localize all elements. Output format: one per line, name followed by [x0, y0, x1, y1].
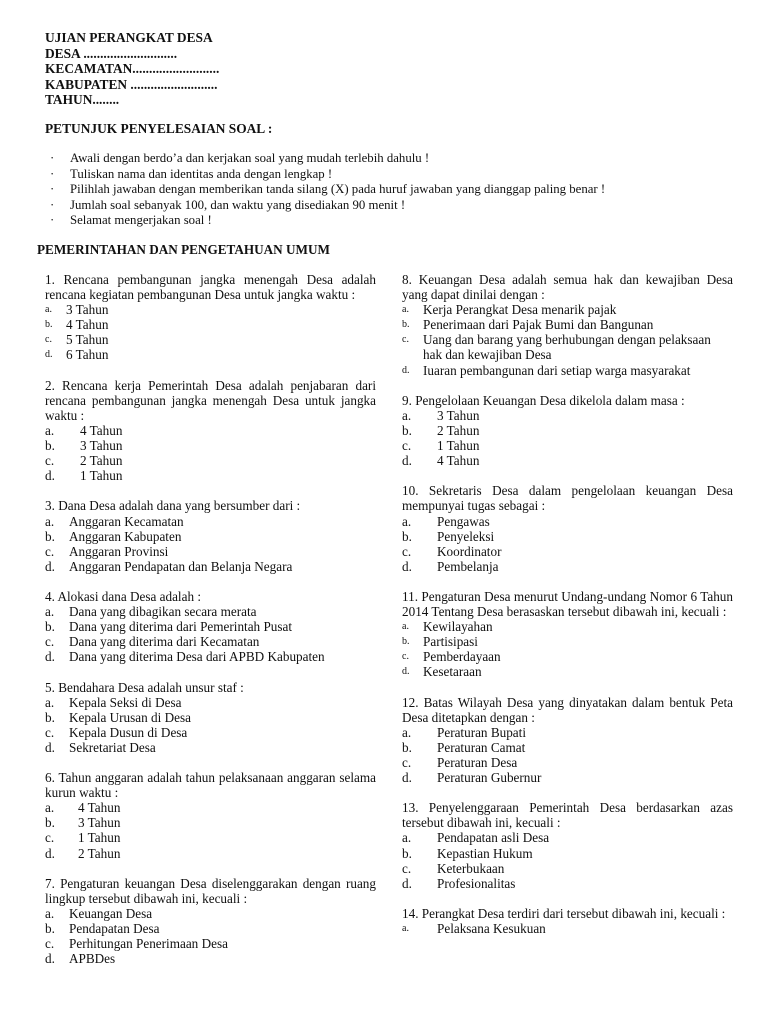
option-letter: a.: [45, 513, 55, 529]
option-letter: d.: [402, 770, 412, 786]
option-text: Kepala Dusun di Desa: [69, 724, 188, 740]
option-text: Dana yang diterima Desa dari APBD Kabupaten: [69, 649, 325, 665]
option-text: Pendapatan Desa: [69, 921, 160, 937]
option-letter: a.: [45, 800, 55, 816]
question: [45, 770, 376, 861]
option-text: 4 Tahun: [437, 453, 480, 469]
option-text: Anggaran Kabupaten: [69, 528, 182, 544]
option-letter: b.: [45, 815, 55, 831]
option-letter: d.: [45, 649, 55, 665]
question: [402, 800, 733, 891]
answer-option[interactable]: [402, 921, 733, 936]
question-text: 5. Bendahara Desa adalah unsur staf :: [45, 679, 244, 695]
answer-option[interactable]: [45, 438, 376, 453]
option-letter: b.: [45, 438, 55, 454]
option-text: 4 Tahun: [66, 317, 109, 333]
option-letter: d.: [402, 558, 412, 574]
option-text: 4 Tahun: [80, 422, 123, 438]
option-letter: b.: [402, 422, 412, 438]
question-text: 6. Tahun anggaran adalah tahun pelaksanaan anggaran selama kurun waktu :: [45, 770, 376, 801]
answer-option[interactable]: [402, 544, 733, 559]
answer-option[interactable]: [45, 936, 376, 951]
instructions-title: PETUNJUK PENYELESAIAN SOAL :: [45, 121, 273, 136]
question-text: 3. Dana Desa adalah dana yang bersumber dari :: [45, 498, 301, 514]
answer-option[interactable]: [45, 453, 376, 468]
option-letter: b.: [402, 319, 410, 331]
option-text: 6 Tahun: [66, 347, 109, 363]
option-letter: b.: [45, 528, 55, 544]
answer-option[interactable]: [402, 363, 733, 378]
option-letter: c.: [45, 830, 55, 846]
option-text: Dana yang diterima dari Kecamatan: [69, 634, 260, 650]
option-text: Anggaran Provinsi: [69, 543, 169, 559]
option-text: 3 Tahun: [78, 815, 121, 831]
option-letter: b.: [402, 636, 410, 648]
option-text: Peraturan Gubernur: [437, 770, 542, 786]
answer-option[interactable]: [45, 604, 376, 619]
question-text: 14. Perangkat Desa terdiri dari tersebut dibawah ini, kecuali :: [402, 905, 726, 921]
option-letter: c.: [45, 724, 55, 740]
answer-option[interactable]: [402, 725, 733, 740]
answer-option[interactable]: [45, 619, 376, 634]
instruction-item: [50, 182, 605, 198]
option-letter: c.: [402, 860, 412, 876]
bullet: ·: [50, 166, 55, 181]
instruction-text: Jumlah soal sebanyak 100, dan waktu yang disediakan 90 menit !: [70, 197, 406, 212]
answer-option[interactable]: [45, 423, 376, 438]
answer-option[interactable]: [45, 800, 376, 815]
answer-option[interactable]: [45, 815, 376, 830]
answer-option[interactable]: [45, 544, 376, 559]
option-text: 4 Tahun: [78, 800, 121, 816]
answer-option[interactable]: [402, 846, 733, 861]
section-title: PEMERINTAHAN DAN PENGETAHUAN UMUM: [37, 242, 330, 257]
question-text: 10. Sekretaris Desa dalam pengelolaan keuangan Desa mempunyai tugas sebagai :: [402, 483, 733, 514]
header-kecamatan: KECAMATAN..........................: [45, 61, 220, 76]
question: [45, 876, 376, 967]
option-text: Pembelanja: [437, 558, 499, 574]
answer-option[interactable]: [402, 876, 733, 891]
option-letter: c.: [45, 543, 55, 559]
answer-option[interactable]: [402, 634, 733, 649]
option-text: 5 Tahun: [66, 332, 109, 348]
option-text: Pelaksana Kesukuan: [437, 921, 546, 937]
option-letter: b.: [45, 319, 53, 331]
option-letter: d.: [402, 875, 412, 891]
answer-option[interactable]: [45, 634, 376, 649]
question-text: 7. Pengaturan keuangan Desa diselenggarakan dengan ruang lingkup tersebut dibawah ini, kecuali :: [45, 875, 376, 906]
option-text: Pemberdayaan: [423, 649, 501, 665]
option-text: Penerimaan dari Pajak Bumi dan Bangunan: [423, 317, 654, 333]
option-letter: d.: [45, 739, 55, 755]
answer-option[interactable]: [402, 332, 733, 362]
option-letter: b.: [45, 619, 55, 635]
question-text: 11. Pengaturan Desa menurut Undang-undang Nomor 6 Tahun 2014 Tentang Desa berasaskan tersebut dibawah ini, kecuali :: [402, 588, 733, 620]
option-text: Kerja Perangkat Desa menarik pajak: [423, 302, 617, 318]
option-letter: c.: [45, 634, 55, 650]
option-text: Dana yang dibagikan secara merata: [69, 604, 257, 620]
question-text: 12. Batas Wilayah Desa yang dinyatakan dalam bentuk Peta Desa ditetapkan dengan :: [402, 694, 733, 725]
answer-option[interactable]: [402, 770, 733, 785]
instruction-item: [50, 198, 605, 214]
answer-option[interactable]: [402, 740, 733, 755]
option-letter: c.: [402, 438, 412, 454]
option-text: 2 Tahun: [80, 453, 123, 469]
answer-option[interactable]: [45, 332, 376, 347]
answer-option[interactable]: [402, 514, 733, 529]
question: [402, 272, 733, 378]
option-text: Uang dan barang yang berhubungan dengan pelaksaan hak dan kewajiban Desa: [423, 332, 711, 363]
option-text: Profesionalitas: [437, 875, 516, 891]
answer-option[interactable]: [45, 468, 376, 483]
question-text: 1. Rencana pembangunan jangka menengah Desa adalah rencana kegiatan pembangunan Desa untuk jangka waktu :: [45, 272, 376, 303]
option-letter: a.: [402, 830, 412, 846]
option-text: 2 Tahun: [437, 422, 480, 438]
answer-option[interactable]: [45, 906, 376, 921]
question: [402, 695, 733, 786]
answer-option[interactable]: [402, 529, 733, 544]
answer-option[interactable]: [402, 423, 733, 438]
option-letter: d.: [45, 349, 53, 361]
bullet: ·: [50, 182, 55, 196]
option-text: Koordinator: [437, 543, 502, 559]
option-text: APBDes: [69, 951, 116, 967]
option-text: Keuangan Desa: [69, 905, 153, 921]
answer-option[interactable]: [45, 529, 376, 544]
answer-option[interactable]: [402, 438, 733, 453]
answer-option[interactable]: [402, 861, 733, 876]
answer-option[interactable]: [402, 755, 733, 770]
question-text: 4. Alokasi dana Desa adalah :: [45, 588, 202, 604]
answer-option[interactable]: [402, 317, 733, 332]
question-text: 2. Rencana kerja Pemerintah Desa adalah penjabaran dari rencana pembangunan jangka menengah Desa untuk jangka waktu :: [45, 377, 376, 423]
answer-option[interactable]: [402, 559, 733, 574]
question: [402, 483, 733, 574]
answer-option[interactable]: [402, 302, 733, 317]
option-letter: d.: [45, 558, 55, 574]
question: [45, 589, 376, 664]
option-text: Kepala Urusan di Desa: [69, 709, 191, 725]
option-letter: a.: [402, 407, 412, 423]
option-text: Anggaran Pendapatan dan Belanja Negara: [69, 558, 293, 574]
bullet: ·: [50, 213, 55, 227]
header-tahun: TAHUN........: [45, 92, 120, 107]
question: [402, 393, 733, 468]
question: [45, 680, 376, 755]
answer-option[interactable]: [45, 740, 376, 755]
option-letter: a.: [45, 694, 55, 710]
answer-option[interactable]: [45, 725, 376, 740]
header-kabupaten: KABUPATEN ..........................: [45, 76, 218, 92]
option-letter: a.: [402, 513, 412, 529]
option-text: Peraturan Camat: [437, 739, 526, 755]
option-text: 3 Tahun: [437, 407, 480, 423]
questions-left-column: [45, 272, 376, 981]
answer-option[interactable]: [45, 317, 376, 332]
answer-option[interactable]: [45, 649, 376, 664]
option-letter: a.: [45, 422, 55, 438]
option-text: 3 Tahun: [80, 438, 123, 454]
answer-option[interactable]: [45, 347, 376, 362]
option-letter: d.: [45, 951, 55, 967]
option-letter: a.: [402, 304, 409, 316]
answer-option[interactable]: [45, 710, 376, 725]
question: [402, 589, 733, 680]
instruction-text: Tuliskan nama dan identitas anda dengan lengkap !: [70, 166, 333, 181]
instruction-text: Pilihlah jawaban dengan memberikan tanda silang (X) pada huruf jawaban yang dianggap paling benar !: [70, 182, 606, 196]
header-desa: DESA ............................: [45, 45, 178, 61]
option-text: Peraturan Bupati: [437, 724, 526, 740]
answer-option[interactable]: [45, 514, 376, 529]
option-text: Partisipasi: [423, 634, 478, 650]
option-text: 1 Tahun: [80, 468, 123, 484]
option-letter: d.: [402, 453, 412, 469]
option-text: Iuaran pembangunan dari setiap warga masyarakat: [423, 362, 691, 378]
option-letter: a.: [402, 621, 409, 633]
option-text: Penyeleksi: [437, 528, 495, 544]
option-letter: a.: [45, 604, 55, 620]
answer-option[interactable]: [45, 302, 376, 317]
option-letter: d.: [402, 364, 410, 376]
answer-option[interactable]: [45, 846, 376, 861]
option-text: 3 Tahun: [66, 302, 109, 318]
option-letter: c.: [402, 651, 409, 663]
option-letter: a.: [45, 304, 52, 316]
option-letter: d.: [402, 666, 410, 678]
option-text: Keterbukaan: [437, 860, 505, 876]
question: [45, 272, 376, 363]
instruction-item: [50, 213, 605, 229]
option-letter: a.: [45, 905, 55, 921]
instruction-item: [50, 167, 605, 183]
option-text: Kewilayahan: [423, 619, 493, 635]
option-text: Kesetaraan: [423, 664, 482, 680]
option-text: Kepastian Hukum: [437, 845, 533, 861]
answer-option[interactable]: [45, 559, 376, 574]
instruction-text: Selamat mengerjakan soal !: [70, 213, 212, 227]
option-letter: a.: [402, 923, 409, 935]
instruction-text: Awali dengan berdo’a dan kerjakan soal yang mudah terlebih dahulu !: [70, 151, 430, 165]
question-text: 8. Keuangan Desa adalah semua hak dan kewajiban Desa yang dapat dinilai dengan :: [402, 272, 733, 303]
option-text: 2 Tahun: [78, 845, 121, 861]
answer-option[interactable]: [402, 649, 733, 664]
answer-option[interactable]: [402, 664, 733, 679]
option-text: Dana yang diterima dari Pemerintah Pusat: [69, 619, 293, 635]
answer-option[interactable]: [45, 921, 376, 936]
question: [45, 378, 376, 484]
option-letter: d.: [45, 845, 55, 861]
instruction-item: [50, 151, 605, 167]
option-letter: c.: [45, 453, 55, 469]
option-letter: b.: [45, 921, 55, 937]
answer-option[interactable]: [402, 408, 733, 423]
option-letter: b.: [45, 709, 55, 725]
option-letter: c.: [402, 334, 409, 346]
option-text: 1 Tahun: [437, 438, 480, 454]
answer-option[interactable]: [45, 695, 376, 710]
answer-option[interactable]: [402, 453, 733, 468]
option-text: Anggaran Kecamatan: [69, 513, 184, 529]
option-letter: b.: [402, 528, 412, 544]
option-text: Sekretariat Desa: [69, 739, 156, 755]
question: [402, 906, 733, 936]
option-letter: a.: [402, 724, 412, 740]
questions-right-column: [402, 272, 733, 951]
option-letter: b.: [402, 739, 412, 755]
question-text: 9. Pengelolaan Keuangan Desa dikelola dalam masa :: [402, 392, 685, 408]
option-letter: c.: [45, 334, 52, 346]
exam-header: [45, 30, 219, 108]
option-letter: c.: [402, 543, 412, 559]
header-title: UJIAN PERANGKAT DESA: [45, 30, 213, 45]
option-letter: b.: [402, 845, 412, 861]
answer-option[interactable]: [45, 830, 376, 845]
option-letter: d.: [45, 468, 55, 484]
question-text: 13. Penyelenggaraan Pemerintah Desa berdasarkan azas tersebut dibawah ini, kecuali :: [402, 800, 733, 831]
option-text: Perhitungan Penerimaan Desa: [69, 936, 228, 952]
option-letter: c.: [45, 936, 55, 952]
option-text: Kepala Seksi di Desa: [69, 694, 182, 710]
answer-option[interactable]: [402, 619, 733, 634]
option-text: Peraturan Desa: [437, 755, 518, 770]
bullet: ·: [50, 197, 55, 212]
option-letter: c.: [402, 755, 412, 770]
answer-option[interactable]: [402, 830, 733, 845]
instructions-list: [50, 151, 605, 229]
option-text: Pendapatan asli Desa: [437, 830, 550, 846]
option-text: 1 Tahun: [78, 830, 121, 846]
option-text: Pengawas: [437, 513, 490, 529]
bullet: ·: [50, 151, 55, 165]
question: [45, 498, 376, 573]
answer-option[interactable]: [45, 951, 376, 966]
